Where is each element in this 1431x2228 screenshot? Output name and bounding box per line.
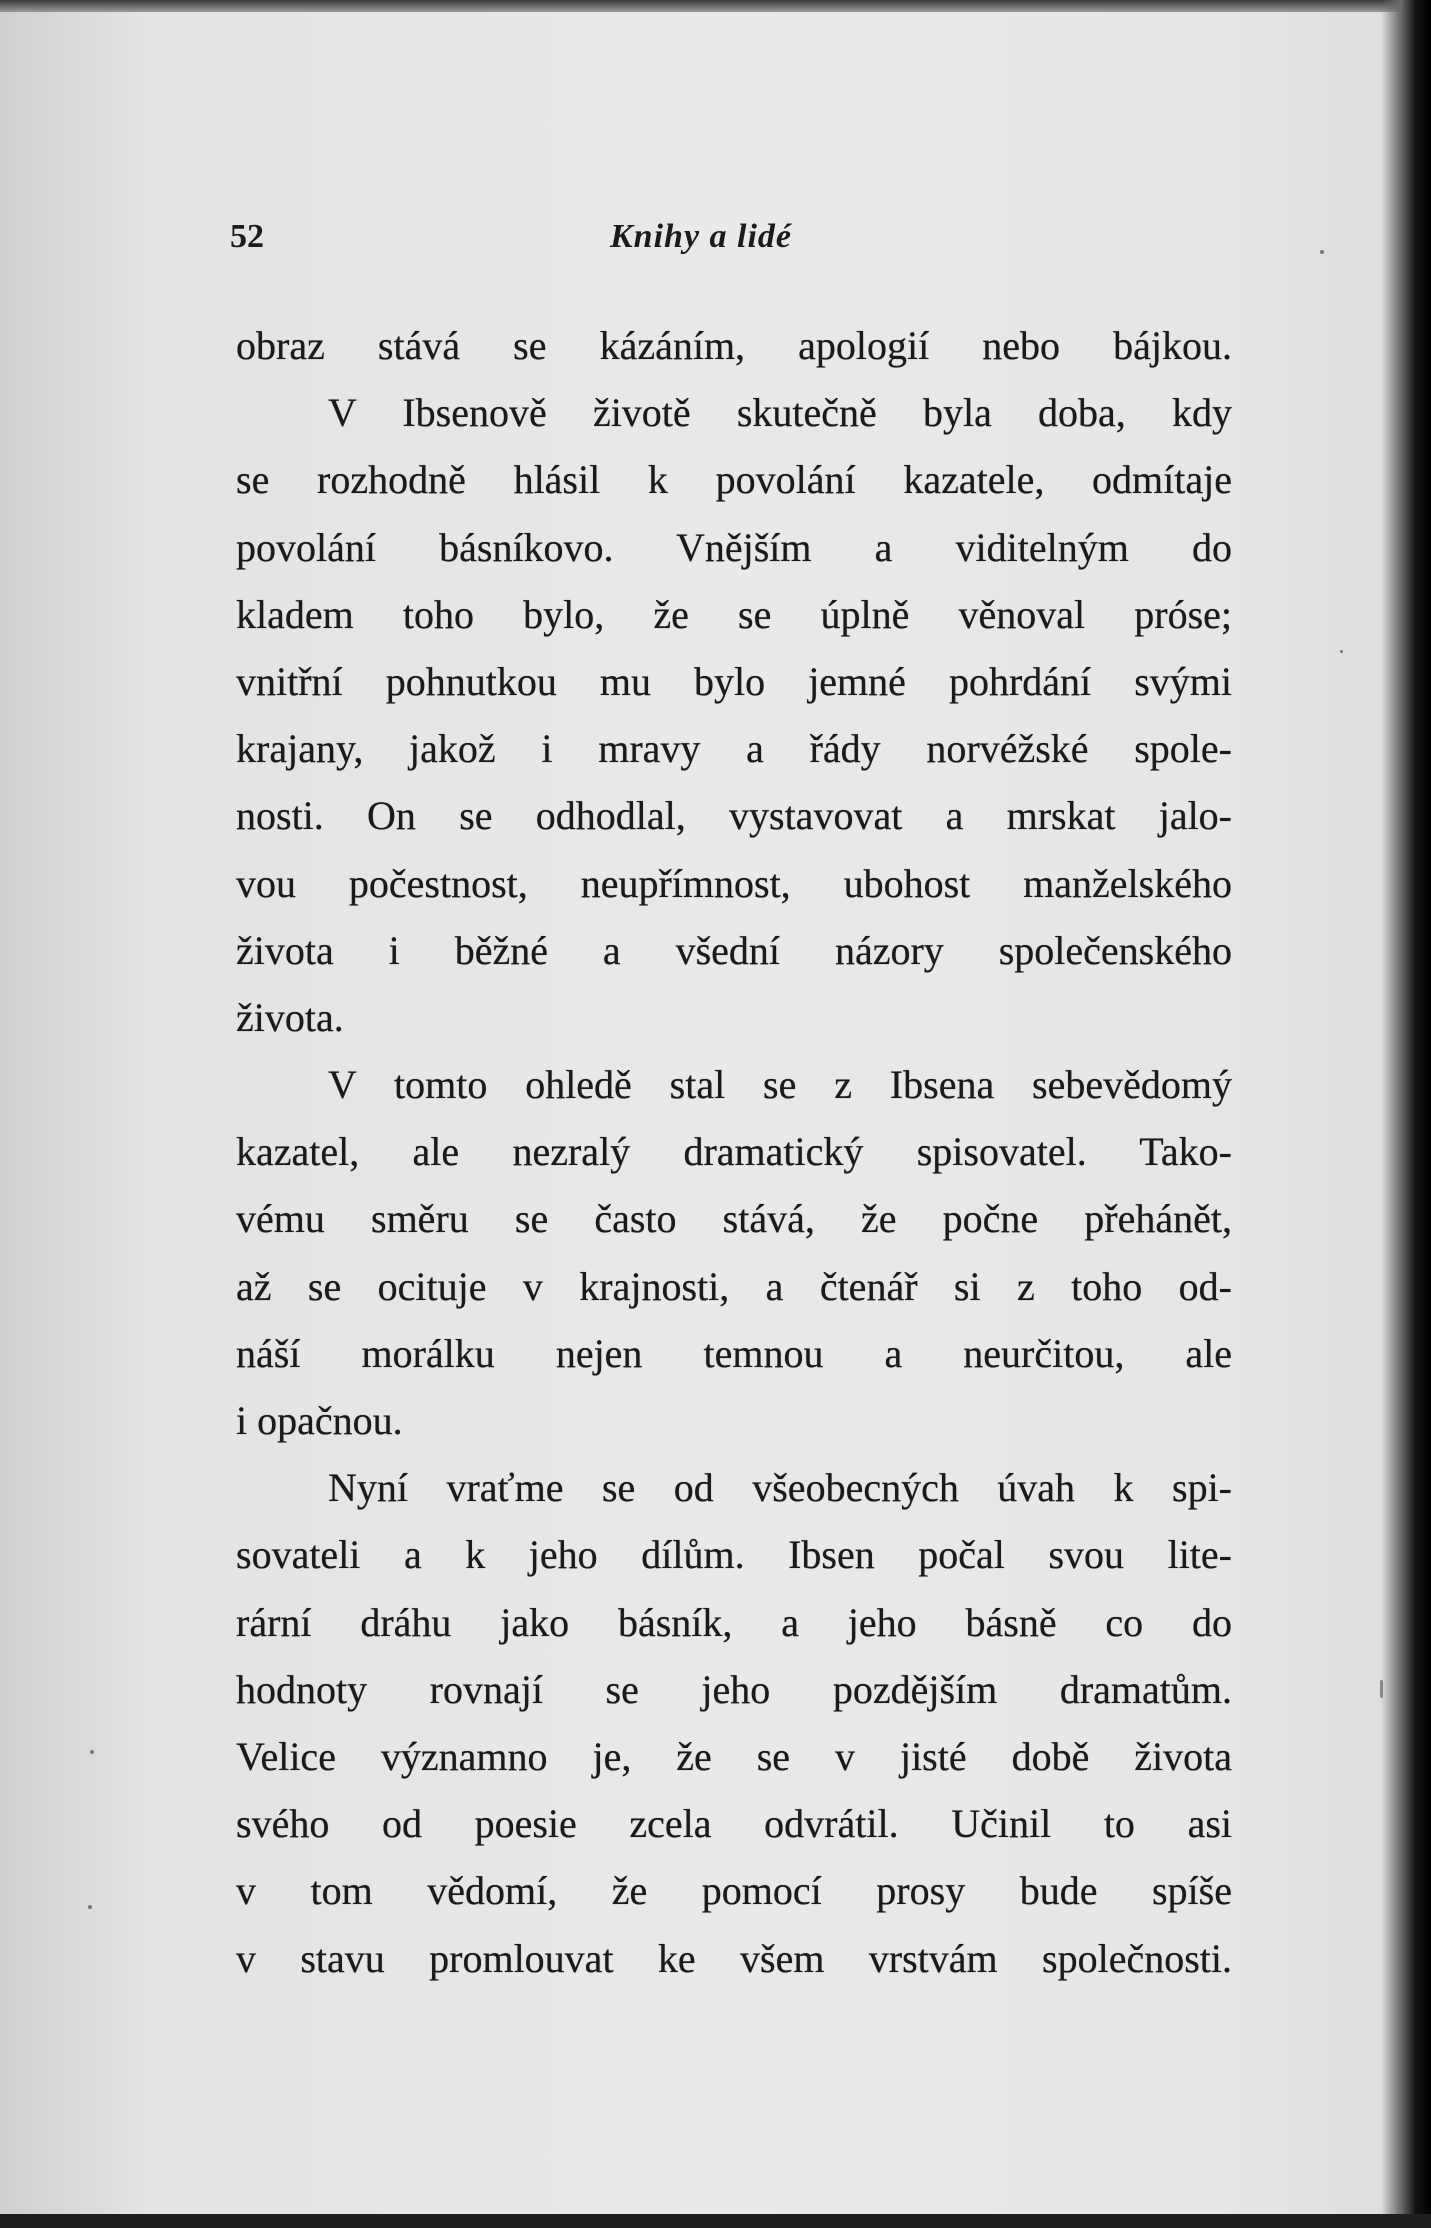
paragraph-3 xyxy=(236,1454,1232,1992)
text-line: vému směru se často stává, že počne přehánět, xyxy=(236,1196,1232,1242)
scan-speck xyxy=(1340,650,1343,653)
text-line: krajany, jakož i mravy a řády norvéžské spole- xyxy=(236,726,1232,772)
text-line: Velice významno je, že se v jisté době života xyxy=(236,1733,1232,1779)
text-line: kazatel, ale nezralý dramatický spisovatel. Tako- xyxy=(236,1129,1232,1175)
text-line: povolání básníkovo. Vnějším a viditelným do xyxy=(236,524,1232,570)
text-line: rární dráhu jako básník, a jeho básně co do xyxy=(236,1599,1232,1645)
paragraph-1 xyxy=(236,312,1232,1051)
scan-top-edge xyxy=(0,0,1431,12)
scan-speck xyxy=(88,1905,92,1909)
scan-speck xyxy=(1320,250,1324,254)
text-line: vnitřní pohnutkou mu bylo jemné pohrdání svými xyxy=(236,658,1232,704)
page-number: 52 xyxy=(230,218,264,255)
text-line: Nyní vraťme se od všeobecných úvah k spi- xyxy=(328,1465,1232,1511)
text-line: svého od poesie zcela odvrátil. Učinil to asi xyxy=(236,1801,1232,1847)
text-line: se rozhodně hlásil k povolání kazatele, odmítaje xyxy=(236,457,1232,503)
text-line: V Ibsenově životě skutečně byla doba, kdy xyxy=(328,390,1232,436)
text-line: obraz stává se kázáním, apologií nebo bájkou. xyxy=(236,323,1232,368)
text-line: vou počestnost, neupřímnost, ubohost manželského xyxy=(236,860,1232,906)
paragraph-2 xyxy=(236,1051,1232,1454)
text-line: života. xyxy=(236,994,344,1040)
body-text xyxy=(236,312,1232,1992)
scan-bottom-edge xyxy=(0,2214,1431,2228)
scan-speck xyxy=(90,1750,94,1754)
text-line: kladem toho bylo, že se úplně věnoval próse; xyxy=(236,591,1232,637)
text-line: náší morálku nejen temnou a neurčitou, ale xyxy=(236,1330,1232,1376)
text-line: V tomto ohledě stal se z Ibsena sebevědomý xyxy=(328,1062,1232,1108)
scan-right-edge xyxy=(1381,0,1431,2228)
text-line: i opačnou. xyxy=(236,1398,403,1443)
text-line: nosti. On se odhodlal, vystavovat a mrskat jalo- xyxy=(236,793,1232,839)
text-line: hodnoty rovnají se jeho pozdějším dramatům. xyxy=(236,1666,1232,1712)
text-line: života i běžné a všední názory společenského xyxy=(236,927,1232,973)
text-line: v stavu promlouvat ke všem vrstvám společnosti. xyxy=(236,1935,1232,1981)
running-title: Knihy a lidé xyxy=(610,218,793,255)
page-header xyxy=(230,218,1230,278)
text-line: sovateli a k jeho dílům. Ibsen počal svou lite- xyxy=(236,1532,1232,1578)
text-line: až se ocituje v krajnosti, a čtenář si z toho od- xyxy=(236,1263,1232,1309)
text-line: v tom vědomí, že pomocí prosy bude spíše xyxy=(236,1868,1232,1914)
scan-mark xyxy=(1380,1680,1383,1698)
